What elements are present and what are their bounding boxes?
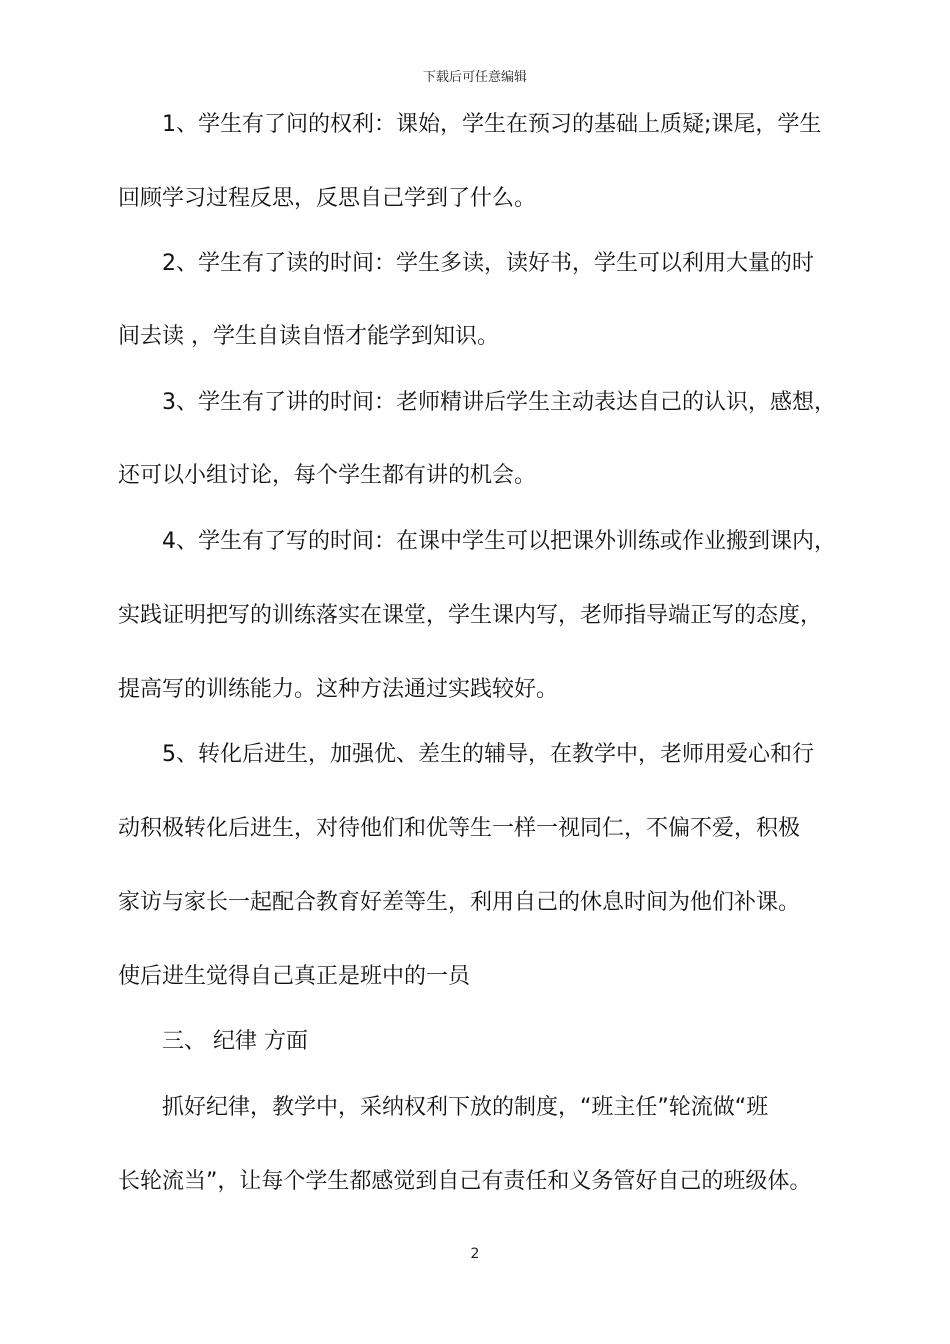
paragraph-4-line-2: 实践证明把写的训练落实在课堂，学生课内写，老师指导端正写的态度， [118, 603, 823, 628]
paragraph-1-line-2: 回顾学习过程反思，反思自己学到了什么。 [118, 186, 537, 211]
paragraph-5-line-2: 动积极转化后进生，对待他们和优等生一样一视同仁，不偏不爱，积极 [118, 816, 801, 841]
paragraph-4-line-1: 4、学生有了写的时间：在课中学生可以把课外训练或作业搬到课内， [162, 529, 836, 554]
paragraph-2-line-1: 2、学生有了读的时间：学生多读，读好书，学生可以利用大量的时 [162, 251, 814, 276]
paragraph-5-line-1: 5、转化后进生，加强优、差生的辅导，在教学中，老师用爱心和行 [162, 742, 814, 767]
paragraph-5-line-4: 使后进生觉得自己真正是班中的一员 [118, 964, 471, 989]
paragraph-6-line-2: 长轮流当”，让每个学生都感觉到自己有责任和义务管好自己的班级体。 [118, 1169, 812, 1194]
paragraph-2-line-2: 间去读 ，学生自读自悟才能学到知识。 [118, 324, 499, 349]
paragraph-3-line-2: 还可以小组讨论，每个学生都有讲的机会。 [118, 463, 537, 488]
page-number: 2 [470, 1246, 480, 1262]
paragraph-1-line-1: 1、学生有了问的权利：课始，学生在预习的基础上质疑;课尾，学生 [162, 112, 822, 137]
paragraph-6-line-1: 抓好纪律，教学中，采纳权利下放的制度，“班主任”轮流做“班 [162, 1095, 769, 1120]
paragraph-3-line-1: 3、学生有了讲的时间：老师精讲后学生主动表达自己的认识，感想， [162, 390, 836, 415]
paragraph-5-line-3: 家访与家长一起配合教育好差等生，利用自己的休息时间为他们补课。 [118, 890, 801, 915]
section-heading-discipline: 三、 纪律 方面 [162, 1029, 308, 1054]
page-header: 下载后可任意编辑 [422, 70, 527, 85]
paragraph-4-line-3: 提高写的训练能力。这种方法通过实践较好。 [118, 677, 559, 702]
